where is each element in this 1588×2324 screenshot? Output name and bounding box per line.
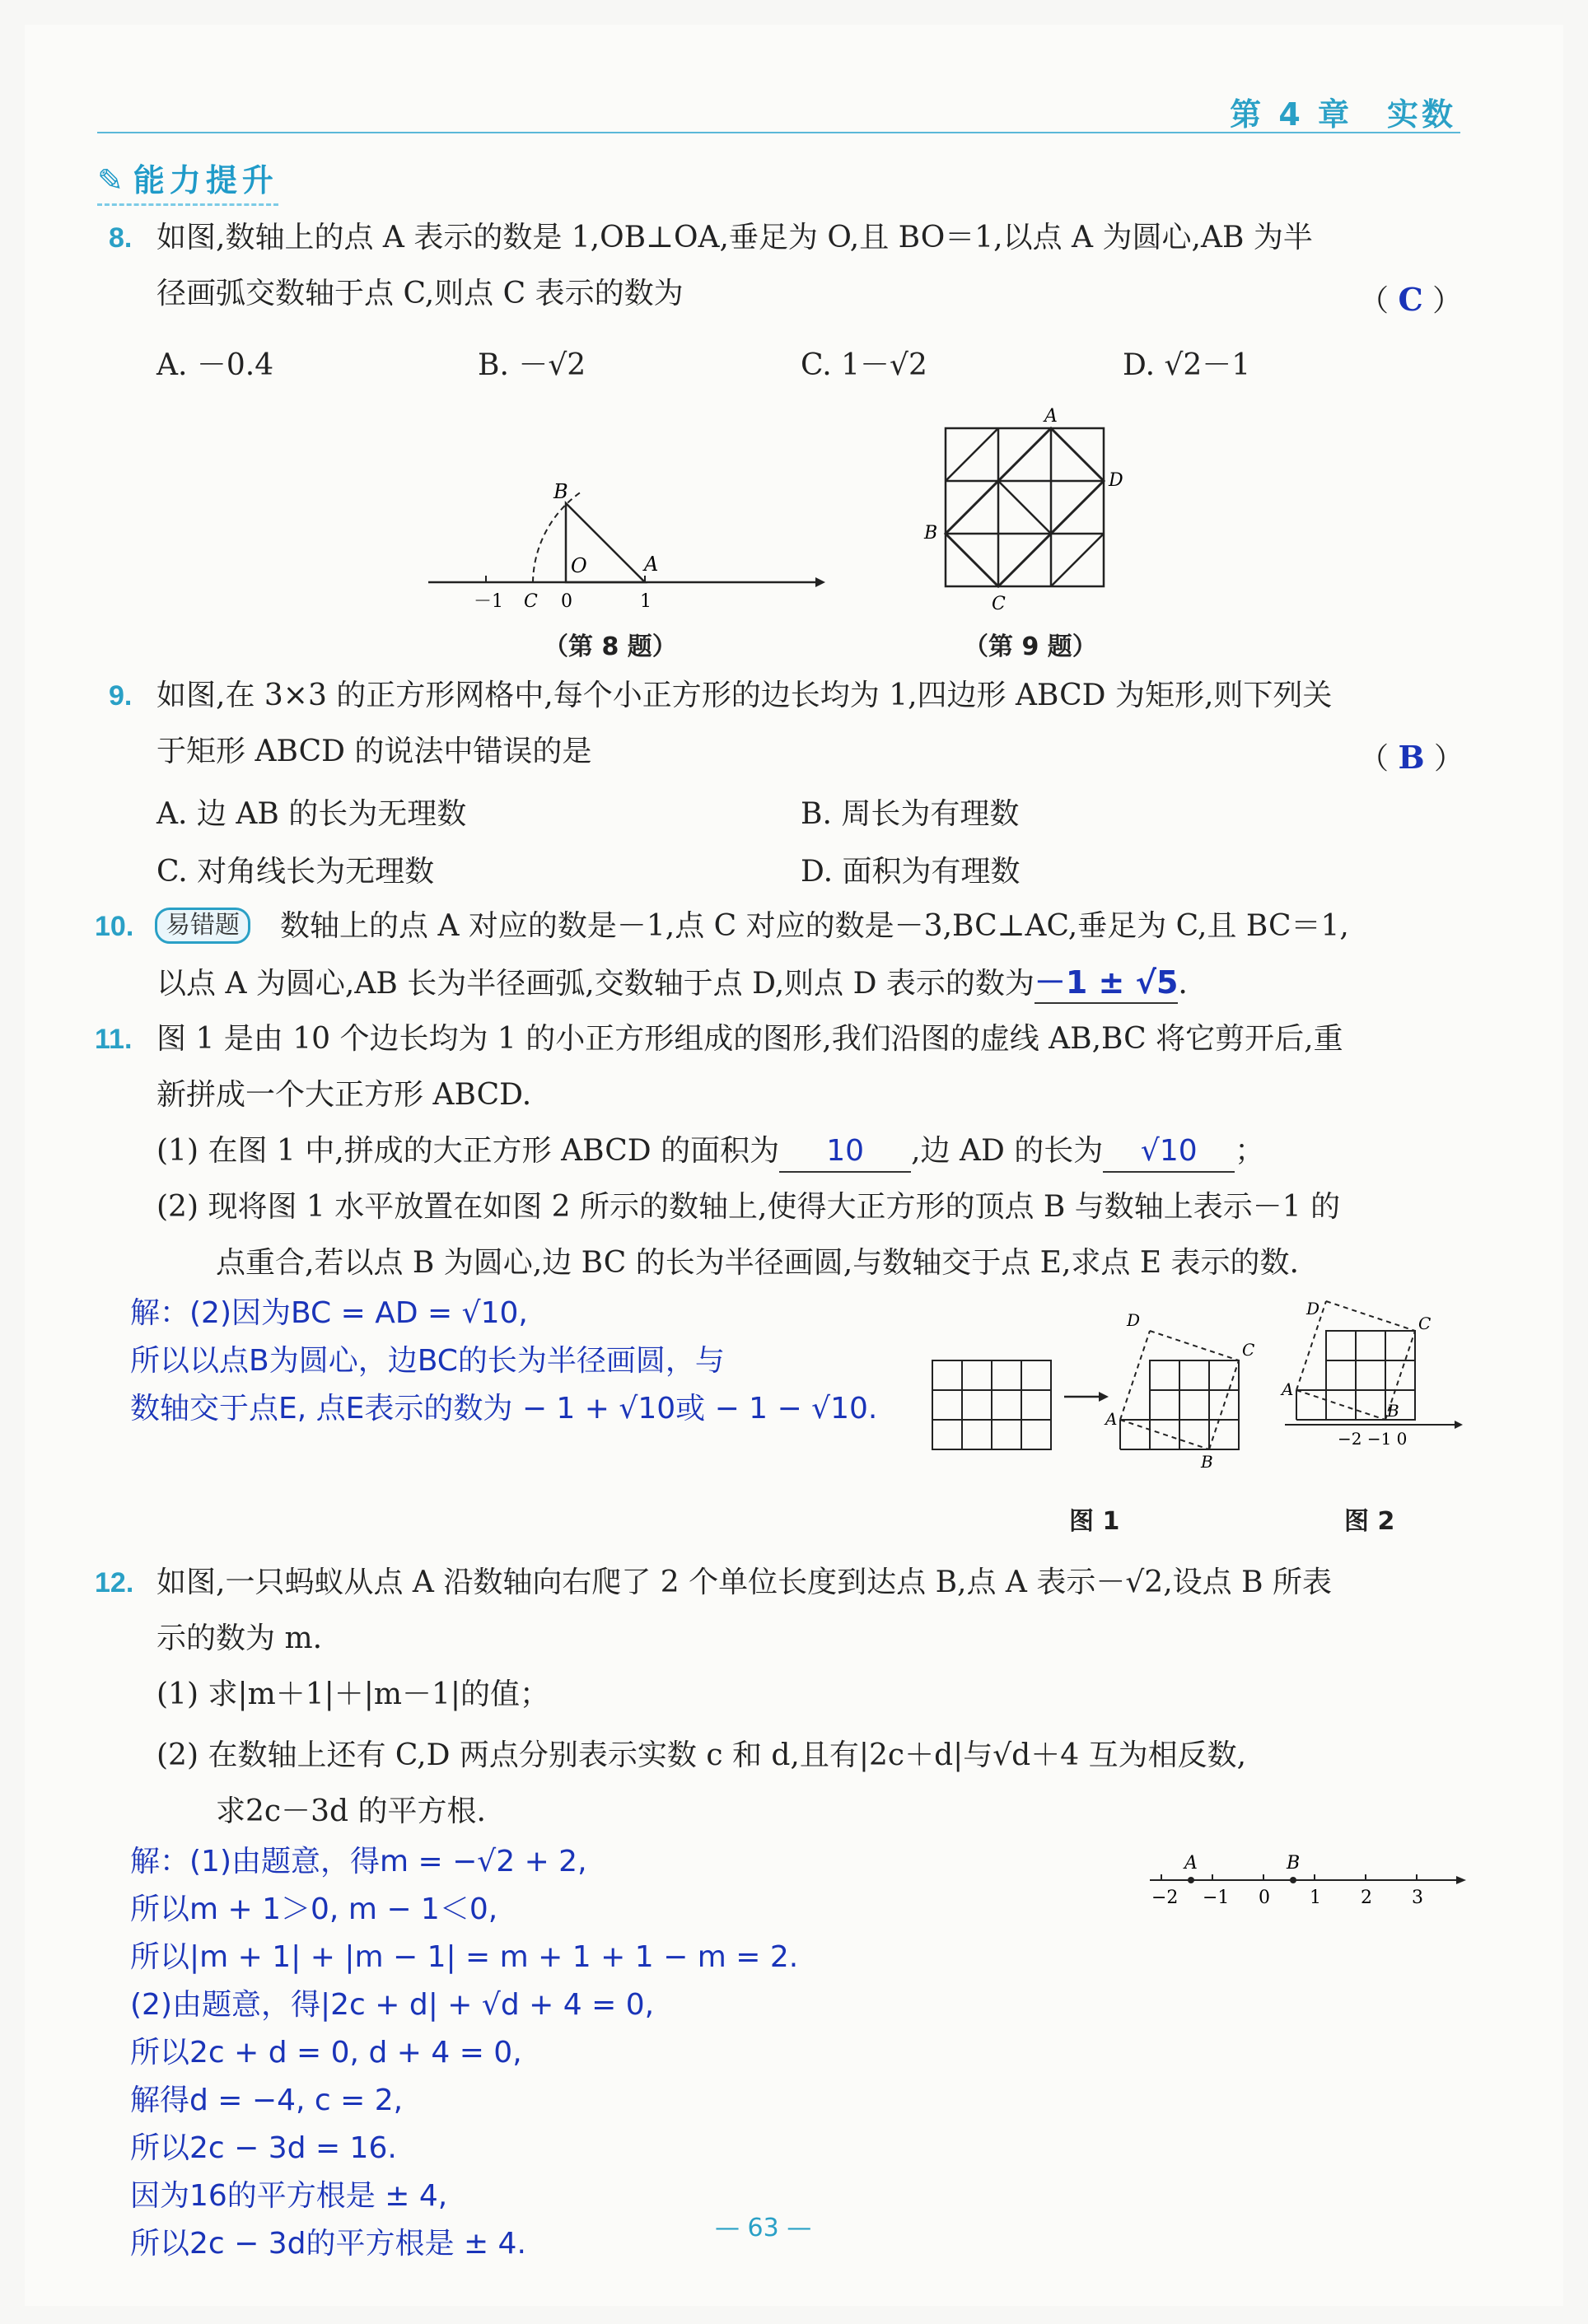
q10-number: 10.: [95, 911, 134, 942]
q9-option-d: D. 面积为有理数: [801, 855, 1021, 889]
q9-line2: 于矩形 ABCD 的说法中错误的是: [156, 735, 592, 768]
q11-line1: 图 1 是由 10 个边长均为 1 的小正方形组成的图形,我们沿图的虚线 AB,BC 将它剪开后,重: [156, 1022, 1343, 1056]
q12-solution: [130, 1838, 798, 2268]
q12-point-b: [1290, 1877, 1296, 1883]
q11-fig1-label-d: D: [1127, 1310, 1141, 1330]
q11-fig1-right-grid: [1120, 1360, 1239, 1449]
q9-label-c: C: [992, 594, 1006, 614]
q11-fig2-axis-arrow: [1455, 1421, 1463, 1429]
q11-solution: [130, 1290, 877, 1433]
q12-part2-line1: (2) 在数轴上还有 C,D 两点分别表示实数 c 和 d,且有|2c＋d|与√d＋4 互为相反数,: [156, 1738, 1247, 1772]
q11-answer-side: √10: [1103, 1132, 1235, 1173]
q11-number: 11.: [95, 1024, 133, 1055]
q8-tick-1: 1: [640, 591, 652, 612]
q12-part1: (1) 求|m＋1|＋|m－1|的值；: [156, 1678, 550, 1711]
q9-label-b: B: [924, 523, 938, 544]
q10-tag: [155, 908, 250, 944]
q12-solution-line: 所以2c − 3d的平方根是 ± 4.: [130, 2227, 526, 2261]
q11-line2: 新拼成一个大正方形 ABCD.: [156, 1078, 532, 1112]
q9-option-b: B. 周长为有理数: [801, 797, 1020, 831]
q10-line2: 以点 A 为圆心,AB 长为半径画弧,交数轴于点 D,则点 D 表示的数为－1 ± √5.: [156, 963, 1188, 1004]
q9-option-a: A. 边 AB 的长为无理数: [156, 797, 467, 831]
q11-part2-line1: (2) 现将图 1 水平放置在如图 2 所示的数轴上,使得大正方形的顶点 B 与数轴上表示－1 的: [156, 1190, 1341, 1224]
q12-part2-line2: 求2c－3d 的平方根.: [216, 1794, 486, 1828]
q12-tick-label: 2: [1361, 1888, 1372, 1908]
q8-answer: C: [1398, 281, 1423, 318]
q12-solution-line: 所以|m + 1| + |m − 1| = m + 1 + 1 − m = 2.: [130, 1940, 799, 1974]
q11-caption-fig1: 图 1: [1069, 1507, 1120, 1536]
q8-tick-0: 0: [561, 591, 572, 612]
section-title: [97, 155, 278, 206]
q9-caption: （第 9 题）: [964, 632, 1097, 661]
q11-fig2-label-c: C: [1418, 1314, 1432, 1333]
q8-line1: 如图,数轴上的点 A 表示的数是 1,OB⊥OA,垂足为 O,且 BO＝1,以点 A 为圆心,AB 为半: [156, 221, 1313, 254]
q8-answer-box: （ C ）: [1359, 281, 1463, 318]
q11-fig2-label-d: D: [1306, 1299, 1320, 1318]
q11-fig1-label-a: A: [1105, 1409, 1118, 1429]
q10-line1: 数轴上的点 A 对应的数是－1,点 C 对应的数是－3,BC⊥AC,垂足为 C,且 BC＝1,: [280, 909, 1349, 943]
q12-solution-line: 因为16的平方根是 ± 4,: [130, 2179, 448, 2213]
q11-part1: [156, 1132, 1264, 1173]
q11-part1-text-a: (1) 在图 1 中,拼成的大正方形 ABCD 的面积为: [156, 1134, 780, 1168]
q12-tick-label: −2: [1151, 1888, 1179, 1908]
q8-label-c: C: [524, 591, 538, 612]
q12-point-a: [1188, 1877, 1194, 1883]
q8-option-b: B. －√2: [478, 348, 586, 382]
q9-answer-box: （ B ）: [1359, 739, 1464, 776]
q12-solution-line: 所以2c + d = 0, d + 4 = 0,: [130, 2036, 522, 2070]
q11-solution-line: 所以以点B为圆心，边BC的长为半径画圆，与: [130, 1344, 725, 1378]
chapter-header: 第 4 章 实数: [1230, 96, 1456, 133]
q9-option-c: C. 对角线长为无理数: [156, 855, 435, 889]
q8-option-d: D. √2－1: [1123, 348, 1251, 382]
q11-fig2-label-b: B: [1387, 1401, 1399, 1421]
q11-fig2-label-a: A: [1282, 1379, 1294, 1399]
q12-solution-line: 解得d = −4, c = 2,: [130, 2084, 404, 2117]
q12-tick-label: −1: [1203, 1888, 1230, 1908]
q12-number: 12.: [95, 1567, 134, 1598]
page-number: — 63 —: [715, 2214, 812, 2242]
q8-label-b: B: [553, 480, 568, 503]
q11-fig1-label-c: C: [1242, 1340, 1255, 1360]
q12-solution-line: 所以m + 1＞0, m − 1＜0,: [130, 1892, 498, 1926]
page-number-value: 63: [747, 2214, 779, 2242]
q9-answer: B: [1398, 739, 1425, 776]
q9-label-a: A: [1044, 406, 1058, 427]
q9-number: 9.: [109, 680, 133, 712]
q9-label-d: D: [1109, 470, 1123, 491]
q8-number: 8.: [109, 222, 133, 254]
q8-tick-m1: －1: [474, 591, 503, 612]
q11-fig1-left-grid: [932, 1360, 1051, 1449]
pencil-icon: ✎: [97, 162, 128, 198]
section-title-text: 能力提升: [133, 162, 278, 198]
error-prone-badge: 易错题: [155, 908, 250, 944]
q8-line2: 径画弧交数轴于点 C,则点 C 表示的数为: [156, 277, 684, 310]
q9-line1: 如图,在 3×3 的正方形网格中,每个小正方形的边长均为 1,四边形 ABCD 为矩形,则下列关: [156, 679, 1333, 712]
q12-line1: 如图,一只蚂蚁从点 A 沿数轴向右爬了 2 个单位长度到达点 B,点 A 表示－√2,设点 B 所表: [156, 1566, 1332, 1599]
q11-caption-fig2: 图 2: [1344, 1507, 1395, 1536]
q11-arrow-head: [1099, 1392, 1109, 1402]
q12-axis-arrow: [1456, 1876, 1466, 1884]
header-rule: [97, 132, 1460, 133]
q11-solution-line: 数轴交于点E, 点E表示的数为 − 1 + √10或 − 1 − √10.: [130, 1392, 878, 1426]
q12-tick-label: 1: [1310, 1888, 1321, 1908]
q11-solution-line: 解：(2)因为BC = AD = √10,: [130, 1296, 528, 1330]
q8-axis-arrow: [815, 577, 825, 587]
q12-tick-label: 3: [1412, 1888, 1423, 1908]
q12-tick-label: 0: [1259, 1888, 1270, 1908]
q11-figure: [922, 1301, 1466, 1482]
q8-caption: （第 8 题）: [544, 632, 677, 661]
q12-solution-line: 解：(1)由题意，得m = −√2 + 2,: [130, 1845, 587, 1878]
q12-label-a: A: [1184, 1853, 1198, 1874]
q12-line2: 示的数为 m.: [156, 1622, 323, 1655]
q8-option-c: C. 1－√2: [801, 348, 927, 382]
q12-solution-line: (2)由题意，得|2c + d| + √d + 4 = 0,: [130, 1988, 655, 2022]
q8-figure: [412, 465, 832, 630]
q10-line2-text: 以点 A 为圆心,AB 长为半径画弧,交数轴于点 D,则点 D 表示的数为: [156, 967, 1035, 1001]
q11-fig1-label-b: B: [1201, 1452, 1213, 1472]
q10-answer: －1 ± √5: [1035, 963, 1179, 1004]
q9-diagonal: [998, 481, 1051, 534]
q8-label-a: A: [644, 553, 659, 576]
q9-figure: [906, 402, 1123, 616]
q11-part2-line2: 点重合,若以点 B 为圆心,边 BC 的长为半径画圆,与数轴交于点 E,求点 E 表示的数.: [216, 1246, 1300, 1280]
q11-fig2-ticks: −2 −1 0: [1338, 1429, 1408, 1449]
q11-part1-text-b: ,边 AD 的长为: [911, 1134, 1104, 1168]
q12-solution-line: 所以2c − 3d = 16.: [130, 2131, 397, 2165]
q8-label-o: O: [571, 554, 587, 577]
q11-answer-area: 10: [779, 1132, 911, 1173]
q12-figure: [1145, 1849, 1474, 1923]
q12-ticks: [1161, 1874, 1417, 1880]
q12-label-b: B: [1287, 1853, 1301, 1874]
q8-option-a: A. －0.4: [156, 348, 274, 382]
q11-part1-text-c: ；: [1235, 1134, 1265, 1168]
q9-diagonal: [946, 428, 998, 481]
q9-diagonal: [1051, 534, 1104, 586]
